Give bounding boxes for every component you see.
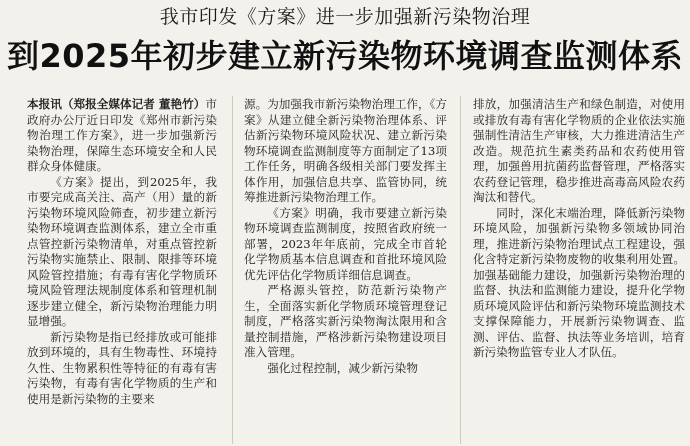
paragraph [27, 97, 217, 175]
paragraph: 排放，加强清洁生产和绿色制造，对使用或排放有毒有害化学物质的企业依法实施强制性清洁生产审核，大力推进清洁生产改造。规范抗生素类药品和农药使用管理，加强兽用抗菌药监督管理，严格落实农药登记管理，稳步推进高毒高风险农药淘汰和替代。 [473, 97, 685, 204]
paragraph: 强化过程控制，减少新污染物 [267, 360, 418, 375]
paragraph-text: 市政府办公厅近日印发《郑州市新污染物治理工作方案》，进一步加强新污染物治理，保障生态环境安全和人民群众身体健康。 [27, 97, 217, 173]
paragraph: 《方案》提出，到2025年，我市要完成高关注、高产（用）量的新污染物环境风险筛查，初步建立新污染物环境调查监测体系，建立全市重点管控新污染物清单，对重点管控新污染物实施禁止、限制、限排等环境风险管控措施；有毒有害化学物质环境风险管理法规制度体系和管理机制逐步建立健全，新污染物治理能力明显增强。 [27, 174, 217, 328]
paragraph: 源。为加强我市新污染物治理工作，《方案》从建立健全新污染物治理体系、评估新污染物环境风险状况、建立新污染物环境调查监测制度等方面制定了13项工作任务，明确各级相关部门要发挥主体作用，加强信息共享、监管协同，统筹推进新污染物治理工作。 [244, 97, 447, 204]
column-divider [460, 96, 461, 444]
article-title: 到2025年初步建立新污染物环境调查监测体系 [6, 37, 684, 75]
article-column-2 [244, 97, 447, 445]
paragraph: 严格源头管控，防范新污染物产生，全面落实新化学物质环境管理登记制度，严格落实新污染物淘汰限用和含量控制措施，严格涉新污染物建设项目准入管理。 [244, 283, 447, 359]
paragraph: 同时，深化末端治理，降低新污染物环境风险，加强新污染物多领域协同治理，推进新污染物治理试点工程建设，强化含特定新污染物废物的收集利用处置。加强基础能力建设，加强新污染物治理的监督、执法和监测能力建设，提升化学物质环境风险评估和新污染物环境监测技术支撑保障能力，开展新污染物调查、监测、评估、监督、执法等业务培训，培育新污染物监管专业人才队伍。 [473, 205, 685, 359]
paragraph: 《方案》明确，我市要建立新污染物环境调查监测制度，按照省政府统一部署，2023年年底前，完成全市首轮化学物质基本信息调查和首批环境风险优先评估化学物质详细信息调查。 [244, 205, 447, 282]
article-byline: 本报讯（郑报全媒体记者 董艳竹） [27, 97, 206, 111]
article-subtitle: 我市印发《方案》进一步加强新污染物治理 [159, 6, 531, 28]
article-column-1 [27, 97, 217, 445]
article-column-3 [473, 97, 685, 445]
paragraph: 新污染物是指已经排放或可能排放到环境的，具有生物毒性、环境持久性、生物累积性等特征的有毒有害污染物，有毒有害化学物质的生产和使用是新污染物的主要来 [27, 329, 217, 406]
column-divider [232, 96, 233, 444]
